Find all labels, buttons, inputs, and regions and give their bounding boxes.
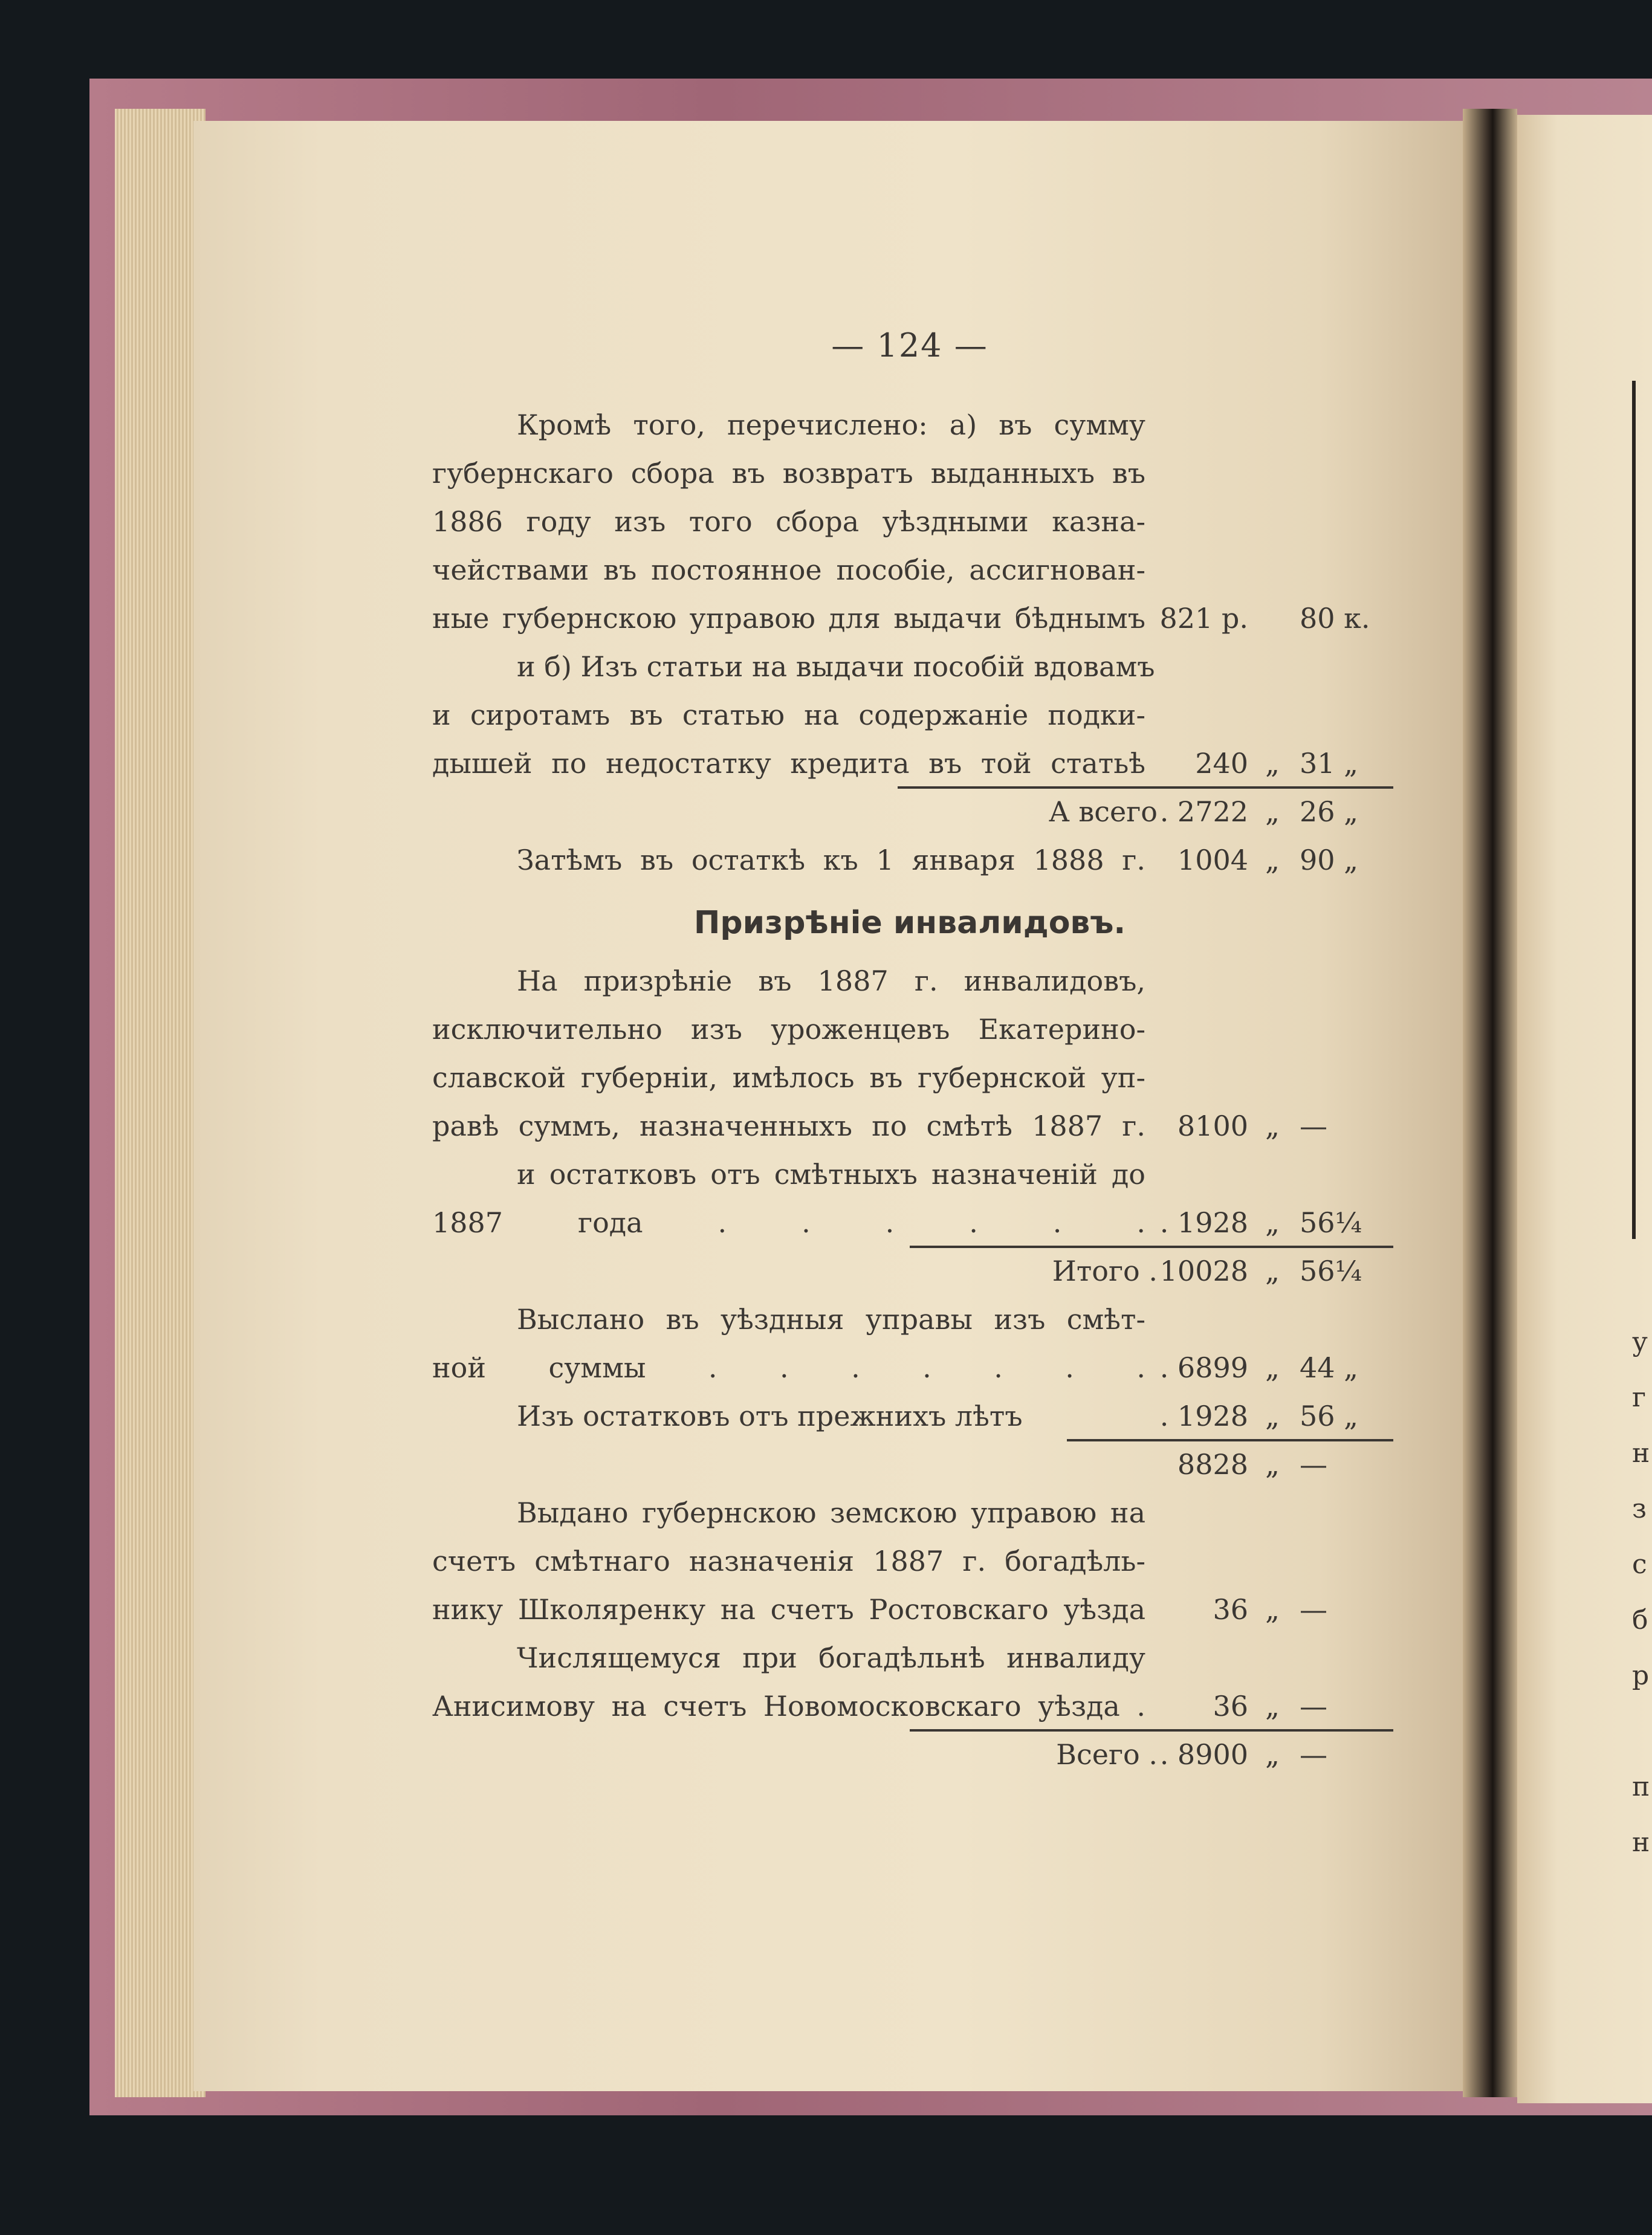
- amount: [1158, 1102, 1387, 1150]
- text-line: Затѣмъ въ остаткѣ къ 1 января 1888 г.: [517, 844, 1145, 876]
- amount: [1158, 1730, 1387, 1779]
- amount-rubles: . 8900: [1159, 1738, 1248, 1771]
- amount-kopecks: 26 „: [1300, 795, 1358, 828]
- amount-kopecks: 56¼: [1300, 1206, 1362, 1239]
- text-row: [432, 1005, 1387, 1053]
- text-line: славской губерніи, имѣлось въ губернской уп-: [432, 1061, 1145, 1094]
- amount-rubles: 8100: [1177, 1110, 1248, 1142]
- amount-kopecks: 90 „: [1300, 844, 1358, 876]
- text-row: [432, 1489, 1387, 1537]
- amount-kopecks: —: [1300, 1738, 1327, 1771]
- right-letter: у: [1632, 1327, 1648, 1357]
- amount-kopecks: 44 „: [1300, 1351, 1358, 1384]
- amount-kopecks: —: [1300, 1593, 1327, 1626]
- amount-sep: „: [1265, 1690, 1280, 1722]
- amount-sep: „: [1265, 1400, 1280, 1432]
- page-number: — 124 —: [831, 326, 988, 364]
- amount-sep: „: [1265, 747, 1280, 780]
- book-gutter: [1463, 109, 1517, 2097]
- amount-row: [432, 739, 1387, 788]
- section-heading: Призрѣніе инвалидовъ.: [693, 905, 1126, 941]
- text-line: исключительно изъ уроженцевъ Екатерино-: [432, 1013, 1145, 1046]
- text-row: [432, 497, 1387, 546]
- text-line: равѣ суммъ, назначенныхъ по смѣтѣ 1887 г.: [432, 1110, 1145, 1142]
- amount: [1158, 594, 1387, 642]
- amount-sep: „: [1265, 1110, 1280, 1142]
- text-line: ной суммы . . . . . . .: [432, 1351, 1145, 1384]
- text-line: Анисимову на счетъ Новомосковскаго уѣзда .: [432, 1690, 1145, 1722]
- total-row: [432, 788, 1387, 836]
- amount: [1158, 836, 1387, 884]
- text-line: губернскаго сбора въ возвратъ выданныхъ въ: [432, 457, 1145, 490]
- right-letter: п: [1632, 1771, 1650, 1802]
- right-letter: н: [1632, 1827, 1650, 1858]
- amount-sep: „: [1265, 1206, 1280, 1239]
- text-row: [432, 1537, 1387, 1585]
- amount-rubles: . 1928: [1159, 1400, 1248, 1432]
- amount: [1158, 1247, 1387, 1295]
- right-page-rule: [1632, 381, 1636, 1239]
- amount-rubles: . 2722: [1159, 795, 1248, 828]
- amount: [1158, 1344, 1387, 1392]
- text-line: счетъ смѣтнаго назначенія 1887 г. богадѣль-: [432, 1545, 1145, 1577]
- amount-sep: „: [1265, 1448, 1280, 1481]
- right-letter: р: [1632, 1660, 1650, 1691]
- amount-kopecks: 80 к.: [1300, 602, 1370, 635]
- text-line: Изъ остатковъ отъ прежнихъ лѣтъ: [517, 1400, 1023, 1432]
- total-row: [432, 1247, 1387, 1295]
- amount-kopecks: —: [1300, 1448, 1327, 1481]
- total-label: Итого .: [1052, 1255, 1158, 1287]
- amount-sep: „: [1265, 1738, 1280, 1771]
- text-row: [432, 546, 1387, 594]
- amount-row: [432, 1198, 1387, 1247]
- amount-sep: „: [1265, 1593, 1280, 1626]
- text-line: дышей по недостатку кредита въ той статьѣ: [432, 747, 1145, 780]
- text-row: [432, 1634, 1387, 1682]
- text-line: ные губернскою управою для выдачи бѣднымъ: [432, 602, 1145, 635]
- amount: [1158, 1682, 1387, 1730]
- text-line: 1887 года . . . . . .: [432, 1206, 1145, 1239]
- right-letter: з: [1632, 1493, 1647, 1524]
- text-line: нику Школяренку на счетъ Ростовскаго уѣзда: [432, 1593, 1145, 1626]
- text-row: [432, 642, 1387, 691]
- text-line: На призрѣніе въ 1887 г. инвалидовъ,: [517, 965, 1145, 997]
- right-page-letters: [1632, 1315, 1652, 1871]
- amount-row: [432, 1392, 1387, 1440]
- amount-rubles: 36: [1213, 1593, 1248, 1626]
- amount-row: [432, 1102, 1387, 1150]
- amount-rubles: 1004: [1177, 844, 1248, 876]
- text-line: 1886 году изъ того сбора уѣздными казна-: [432, 505, 1145, 538]
- text-row: [432, 1150, 1387, 1198]
- total-row: [432, 1730, 1387, 1779]
- amount-rubles: 10028: [1159, 1255, 1248, 1287]
- text-line: и остатковъ отъ смѣтныхъ назначеній до: [517, 1158, 1145, 1191]
- amount-kopecks: 56 „: [1300, 1400, 1358, 1432]
- amount-row: [432, 594, 1387, 642]
- text-row: [432, 957, 1387, 1005]
- amount-row: [432, 1682, 1387, 1730]
- amount-rubles: 821 р.: [1159, 602, 1248, 635]
- text-line: Кромѣ того, перечислено: а) въ сумму: [517, 409, 1145, 441]
- amount-rubles: . 1928: [1159, 1206, 1248, 1239]
- text-line: и сиротамъ въ статью на содержаніе подки-: [432, 699, 1145, 731]
- amount-kopecks: —: [1300, 1110, 1327, 1142]
- text-line: Выслано въ уѣздныя управы изъ смѣт-: [517, 1303, 1145, 1336]
- amount-rubles: . 6899: [1159, 1351, 1248, 1384]
- text-line: Числящемуся при богадѣльнѣ инвалиду: [517, 1641, 1145, 1674]
- amount: [1158, 1585, 1387, 1634]
- amount: [1158, 1198, 1387, 1247]
- amount: [1158, 739, 1387, 788]
- amount-row: [432, 836, 1387, 884]
- amount-rubles: 240: [1195, 747, 1248, 780]
- text-line: Выдано губернскою земскою управою на: [517, 1496, 1145, 1529]
- amount-sep: „: [1265, 1351, 1280, 1384]
- text-row: [432, 1053, 1387, 1102]
- amount: [1158, 1392, 1387, 1440]
- amount-rubles: 8828: [1177, 1448, 1248, 1481]
- text-row: [432, 691, 1387, 739]
- amount-kopecks: 31 „: [1300, 747, 1358, 780]
- text-line: и б) Изъ статьи на выдачи пособій вдовамъ: [517, 650, 1155, 683]
- total-label: Всего .: [1056, 1738, 1158, 1771]
- page-stack-edge: [115, 109, 206, 2097]
- amount: [1158, 788, 1387, 836]
- total-label: А всего: [1048, 795, 1158, 828]
- amount-kopecks: —: [1300, 1690, 1327, 1722]
- amount-sep: „: [1265, 844, 1280, 876]
- amount-rubles: 36: [1213, 1690, 1248, 1722]
- amount-row: [432, 1585, 1387, 1634]
- subtotal-row: [432, 1440, 1387, 1489]
- right-letter: с: [1632, 1549, 1647, 1580]
- amount: [1158, 1440, 1387, 1489]
- text-row: [432, 401, 1387, 449]
- right-letter: г: [1632, 1382, 1647, 1413]
- text-row: [432, 449, 1387, 497]
- amount-sep: „: [1265, 795, 1280, 828]
- right-letter: б: [1632, 1605, 1648, 1635]
- amount-sep: „: [1265, 1255, 1280, 1287]
- text-row: [432, 1295, 1387, 1344]
- right-letter: н: [1632, 1438, 1650, 1469]
- amount-kopecks: 56¼: [1300, 1255, 1362, 1287]
- amount-row: [432, 1344, 1387, 1392]
- page-content: [432, 326, 1387, 1779]
- text-line: чействами въ постоянное пособіе, ассигнован-: [432, 554, 1145, 586]
